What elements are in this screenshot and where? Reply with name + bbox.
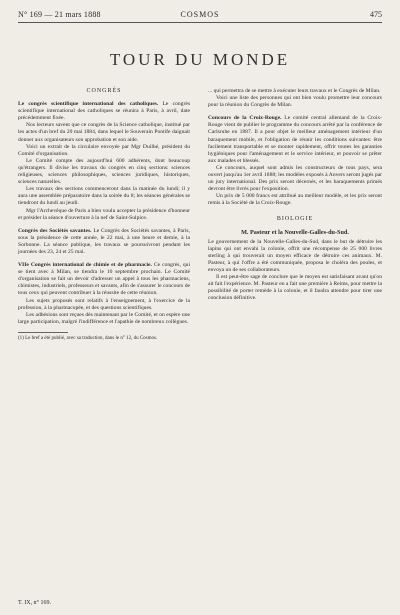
paragraph: Mgr l'Archevêque de Paris a bien voulu accepter la présidence d'honneur et présider la séance d'ouverture à la nef de Saint-Sulpice. — [18, 207, 190, 221]
article-croix-rouge — [208, 115, 382, 207]
article-lead: Congrès des Sociétés savantes. — [18, 227, 92, 234]
paragraph: Le gouvernement de la Nouvelle-Galles-du-Sud, dans le but de détruire les lapins qui ont envahi la colonie, offrit une récompense de 25 000 livres sterling à qui trouverait un moyen efficace de détruire ces animaux. M. Pasteur, à qui l'offre a été communiquée, proposa le choléra des poules, et envoya un de ses collaborateurs. — [208, 238, 382, 274]
paragraph: Les sujets proposés sont relatifs à l'enseignement, à l'exercice de la profession, à la pharmacopée, et des questions scientifiques. — [18, 297, 190, 311]
paragraph: Un prix de 5 000 francs est attribué au meilleur modèle, et les prix seront remis à la Société de la Croix-Rouge. — [208, 193, 382, 207]
journal-name: COSMOS — [180, 10, 220, 19]
paragraph: Ce concours, auquel sont admis les constructeurs de tous pays, sera ouvert jusqu'au 1er avril 1888; les modèles exposés à Anvers seront jugés par un jury international. Des prix seront décernés, et les baraquements primés devront être livrés pour l'exposition. — [208, 164, 382, 193]
header-rule — [18, 22, 382, 23]
page-number: 475 — [370, 10, 382, 19]
paragraph: Le Congrès des Sociétés savantes, à Paris, sous la présidence de cette année, le 22 mai, à une heure et demie, à la Sorbonne. La séance publique, les travaux se poursuivront pendant les journées des 23, 24 et 25 mai. — [18, 227, 191, 255]
section-heading-biologie: BIOLOGIE — [276, 215, 314, 222]
paragraph: Voici un extrait de la circulaire envoyée par Mgr Duilhé, président du Comité d'organisation. — [18, 143, 190, 157]
paragraph: ... qui permettra de se mettre à exécuter leurs travaux et le Congrès de Milan. — [208, 88, 381, 94]
page-title: TOUR DU MONDE — [109, 50, 291, 69]
issue-number: N° 169 — 21 mars 1888 — [18, 10, 101, 19]
volume-marker: T. IX, n° 169. — [18, 600, 51, 606]
article-lead: Le congrès scientifique international des catholiques. — [18, 101, 159, 108]
paragraph: Les travaux des sections commenceront dans la matinée du lundi; il y aura une assemblée préparatoire dans la soirée du 8; les séances générales se tiendront du lundi au jeudi. — [18, 186, 190, 207]
paragraph: Voici une liste des personnes qui ont bien voulu promettre leur concours pour la réunion du Congrès de Milan. — [208, 95, 382, 109]
article-congres-chimie — [18, 262, 190, 326]
footnote-rule — [18, 332, 68, 333]
paragraph: Le Comité compte des aujourd'hui 600 adhérents, dont beaucoup qu'étrangers. Il divise les travaux du congrès en cinq sections: sciences religieuses, sciences philosophiques, sciences juridiques, historiques, sciences naturelles. — [18, 157, 190, 186]
paragraph: Ce congrès, qui se tient avec à Milan, se tiendra le 10 septembre prochain. Le Comité d'organisation se fait un devoir d'adresser un appel à tous les pharmaciens, chimistes, industriels, professeurs et savants, afin de s'assurer le concours de tous ceux qui peuvent contribuer à la réussite de cette réunion. — [18, 262, 191, 297]
paragraph: Le comité central allemand de la Croix-Rouge vient de publier le programme du concours arrêté par la conférence de Carlsruhe en 1887. Il a pour objet le meilleur aménagement intérieur d'un baraquement mobile, et l'obligation de réunir les conditions suivantes: être facilement transportable et se monter rapidement, offrir toutes les garanties hygiéniques pour l'aménagement et le service intérieur, et pouvoir se prêter aux malades et blessés. — [208, 115, 382, 164]
section-heading-congres: CONGRÈS — [86, 88, 122, 94]
article-societes-savantes — [18, 228, 190, 256]
article-pasteur — [208, 229, 382, 303]
article-title: M. Pasteur et la Nouvelle-Galles-du-Sud. — [241, 228, 349, 236]
article-lead: Concours de la Croix-Rouge. — [208, 115, 282, 122]
paragraph: Les adhésions sont reçues dès maintenant par le Comité, et on espère une large participation, malgré l'indifférence et l'apathie de nombreux collègues. — [18, 311, 190, 325]
paragraph: Nos lecteurs savent que ce congrès de la Science catholique, institué par les actes d'un bref du 20 mai 1884, dans lequel le Souverain Pontife daignait donner aux organisateurs son approbation et son aide. — [18, 122, 190, 143]
left-column — [18, 88, 190, 342]
article-lead: VIIe Congrès international de chimie et de pharmacie. — [18, 262, 152, 269]
paragraph: Il est peut-être sage de conclure que le moyen est satisfaisant avant qu'on ait fait l'expérience. M. Pasteur en a fait une première à Reims, pour mettre la possibilité de porter remède à la colonie, et il faudra attendre pour tirer une conclusion définitive. — [208, 274, 382, 302]
right-column — [208, 88, 382, 303]
article-congres-catholiques — [18, 101, 190, 222]
footnote: (1) Le bref a été publié, avec sa traduction, dans le n° 12, du Cosmos. — [18, 335, 158, 341]
paragraph: Le congrès scientifique international des catholiques se réunira à Paris, à avril, date précédemment fixée. — [18, 101, 190, 122]
